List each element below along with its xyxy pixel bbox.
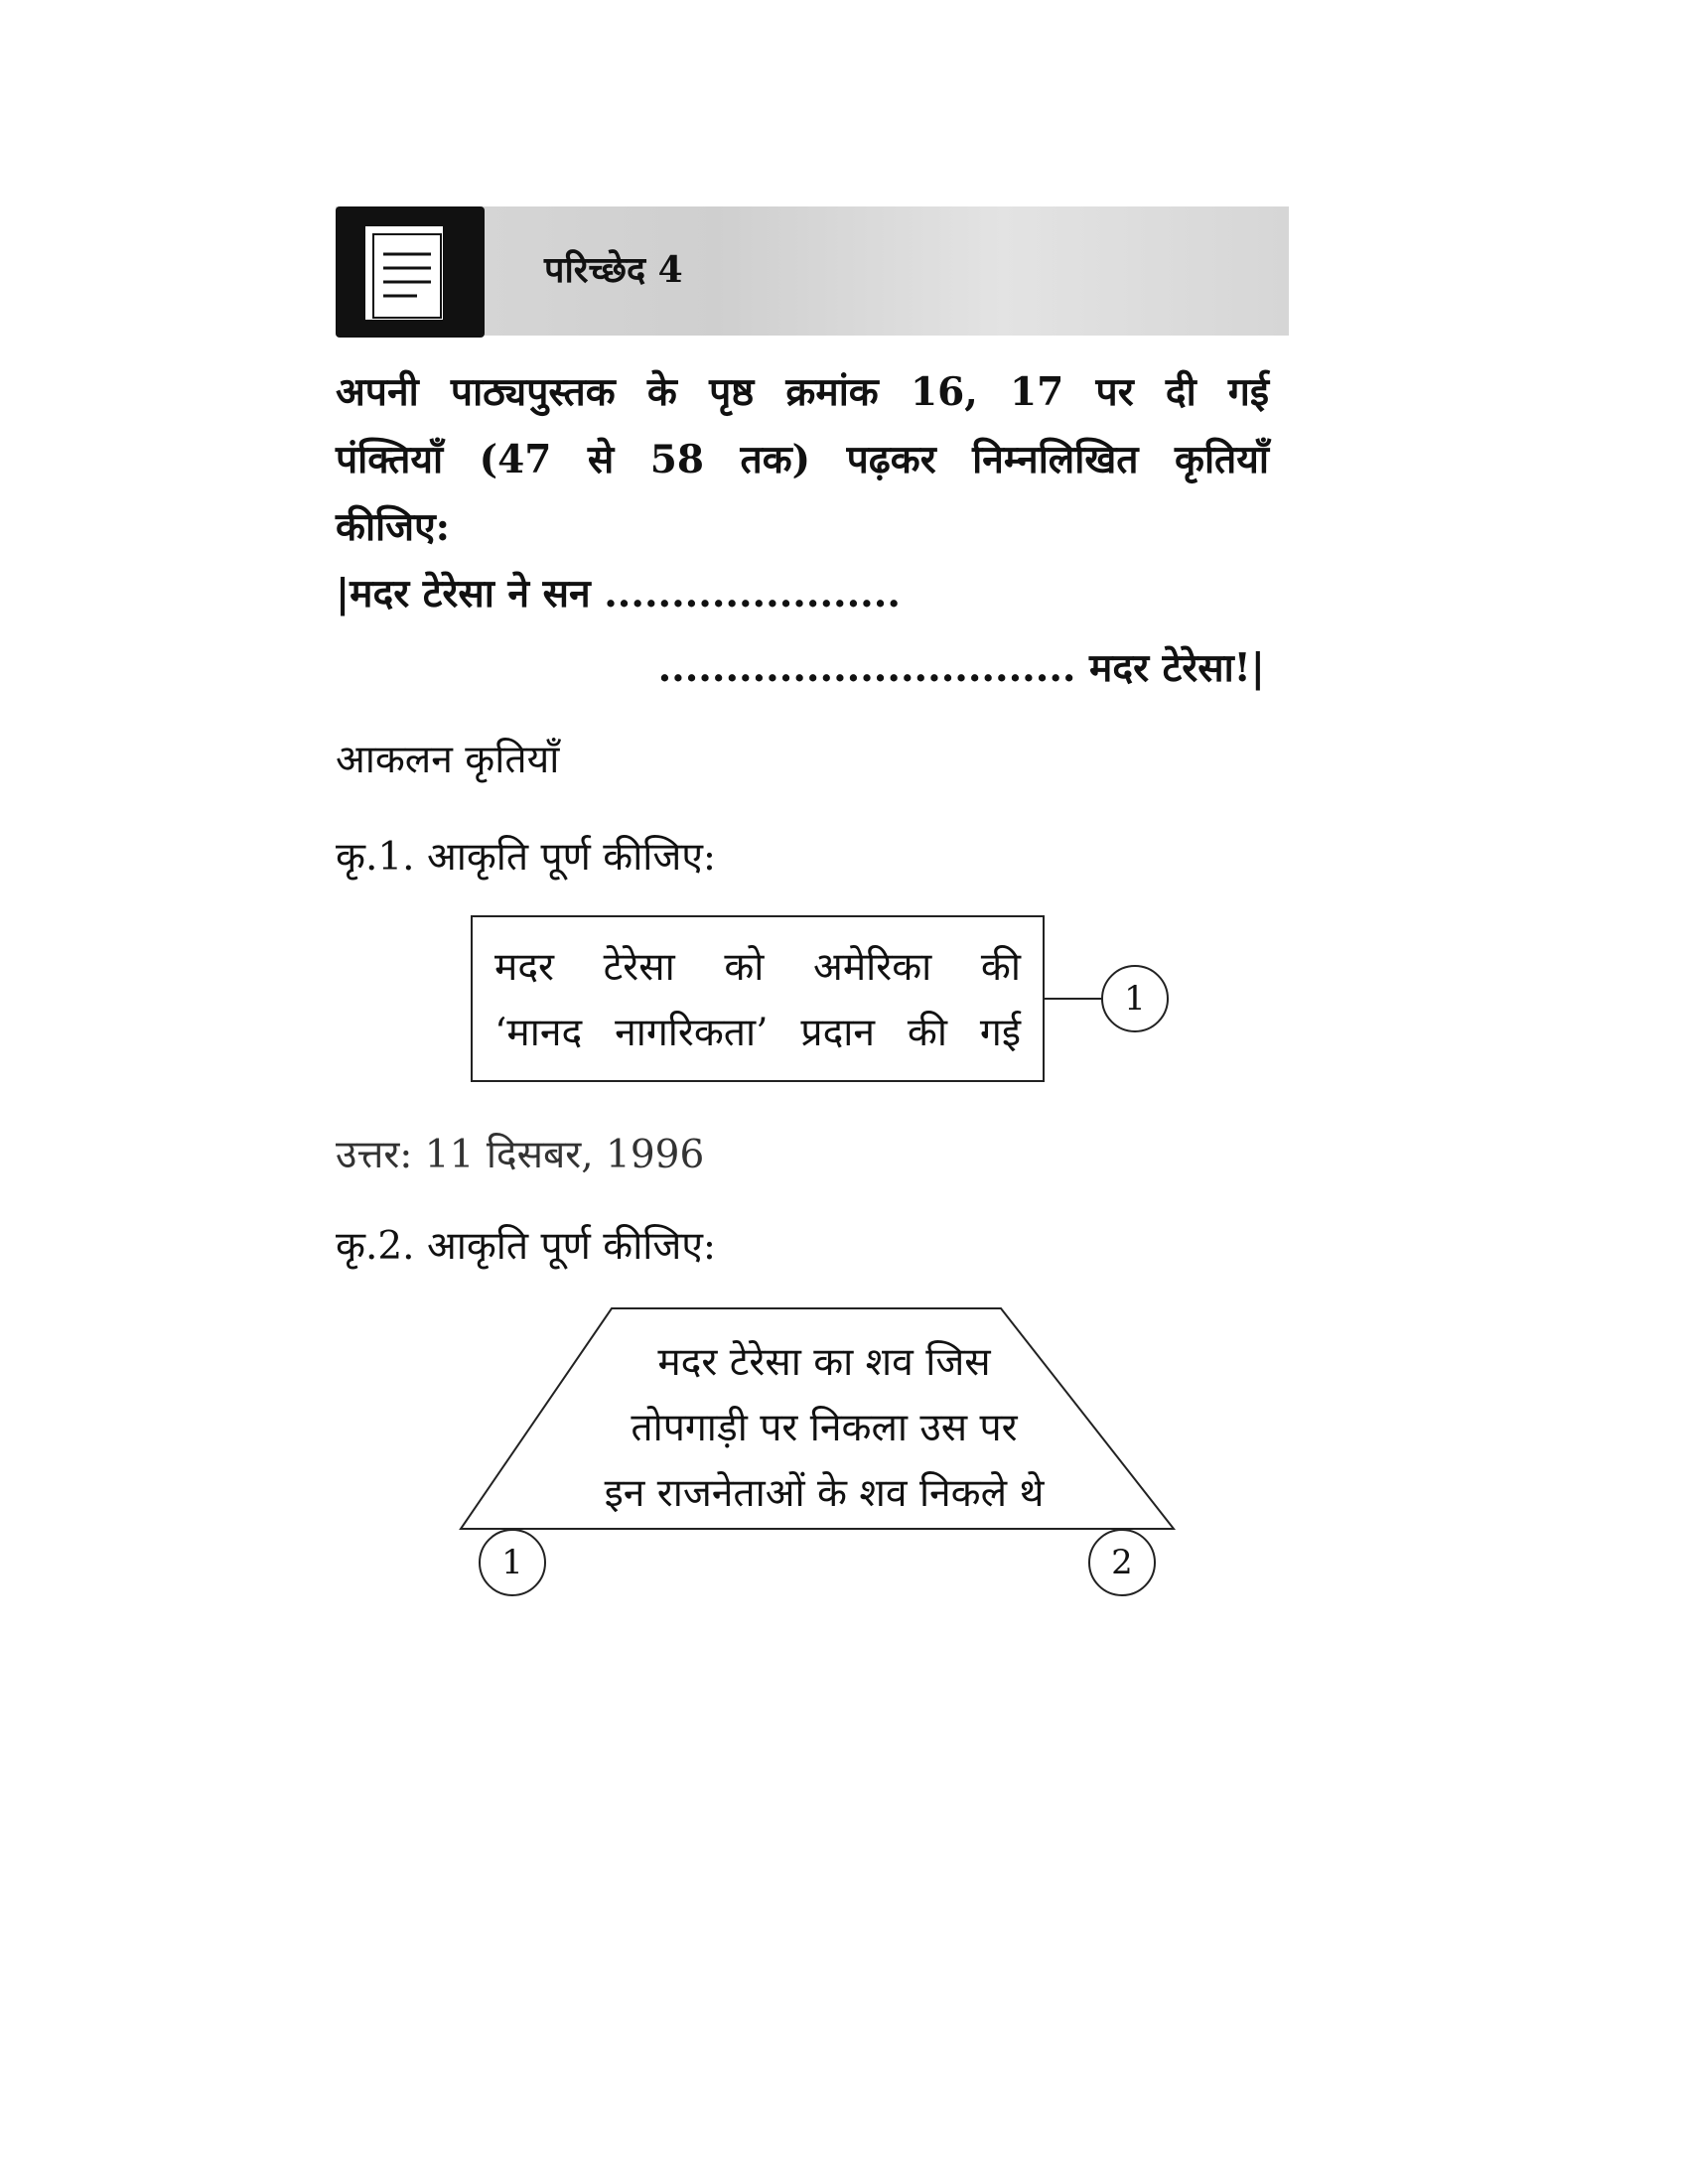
trapezium-line-3: इन राजनेताओं के शव निकले थे (604, 1471, 1045, 1516)
question-1-box-line-2: ‘मानद नागरिकता’ प्रदान की गई (494, 1011, 1021, 1055)
trapezium-line-2: तोपगाड़ी पर निकला उस पर (631, 1406, 1018, 1450)
trapezium-text (536, 1330, 1112, 1527)
instruction-line-2: पंक्तियाँ (47 से 58 तक) पढ़कर निम्नलिखित कृतियाँ (336, 437, 1269, 482)
circle-left-number: 1 (501, 1543, 523, 1582)
circle-1-number: 1 (1124, 979, 1146, 1019)
question-1-answer: उत्तर: 11 दिसबर, 1996 (336, 1133, 705, 1177)
quote-end: ............................... मदर टेरेसा!| (657, 645, 1265, 691)
question-2-label: कृ.2. आकृति पूर्ण कीजिए: (336, 1224, 717, 1269)
section-title: परिच्छेद 4 (544, 249, 683, 291)
trapezium-line-1: मदर टेरेसा का शव जिस (657, 1340, 991, 1385)
instruction-line-1: अपनी पाठ्यपुस्तक के पृष्ठ क्रमांक 16, 17 पर दी गई (336, 369, 1269, 415)
question-1-box-line-1: मदर टेरेसा को अमेरिका की (494, 945, 1021, 990)
instruction-line-3: कीजिए: (336, 504, 451, 550)
quote-start: |मदर टेरेसा ने सन ...................... (336, 571, 901, 616)
assessment-heading: आकलन कृतियाँ (336, 738, 560, 782)
circle-right-number: 2 (1111, 1543, 1133, 1582)
question-1-label: कृ.1. आकृति पूर्ण कीजिए: (336, 835, 717, 880)
